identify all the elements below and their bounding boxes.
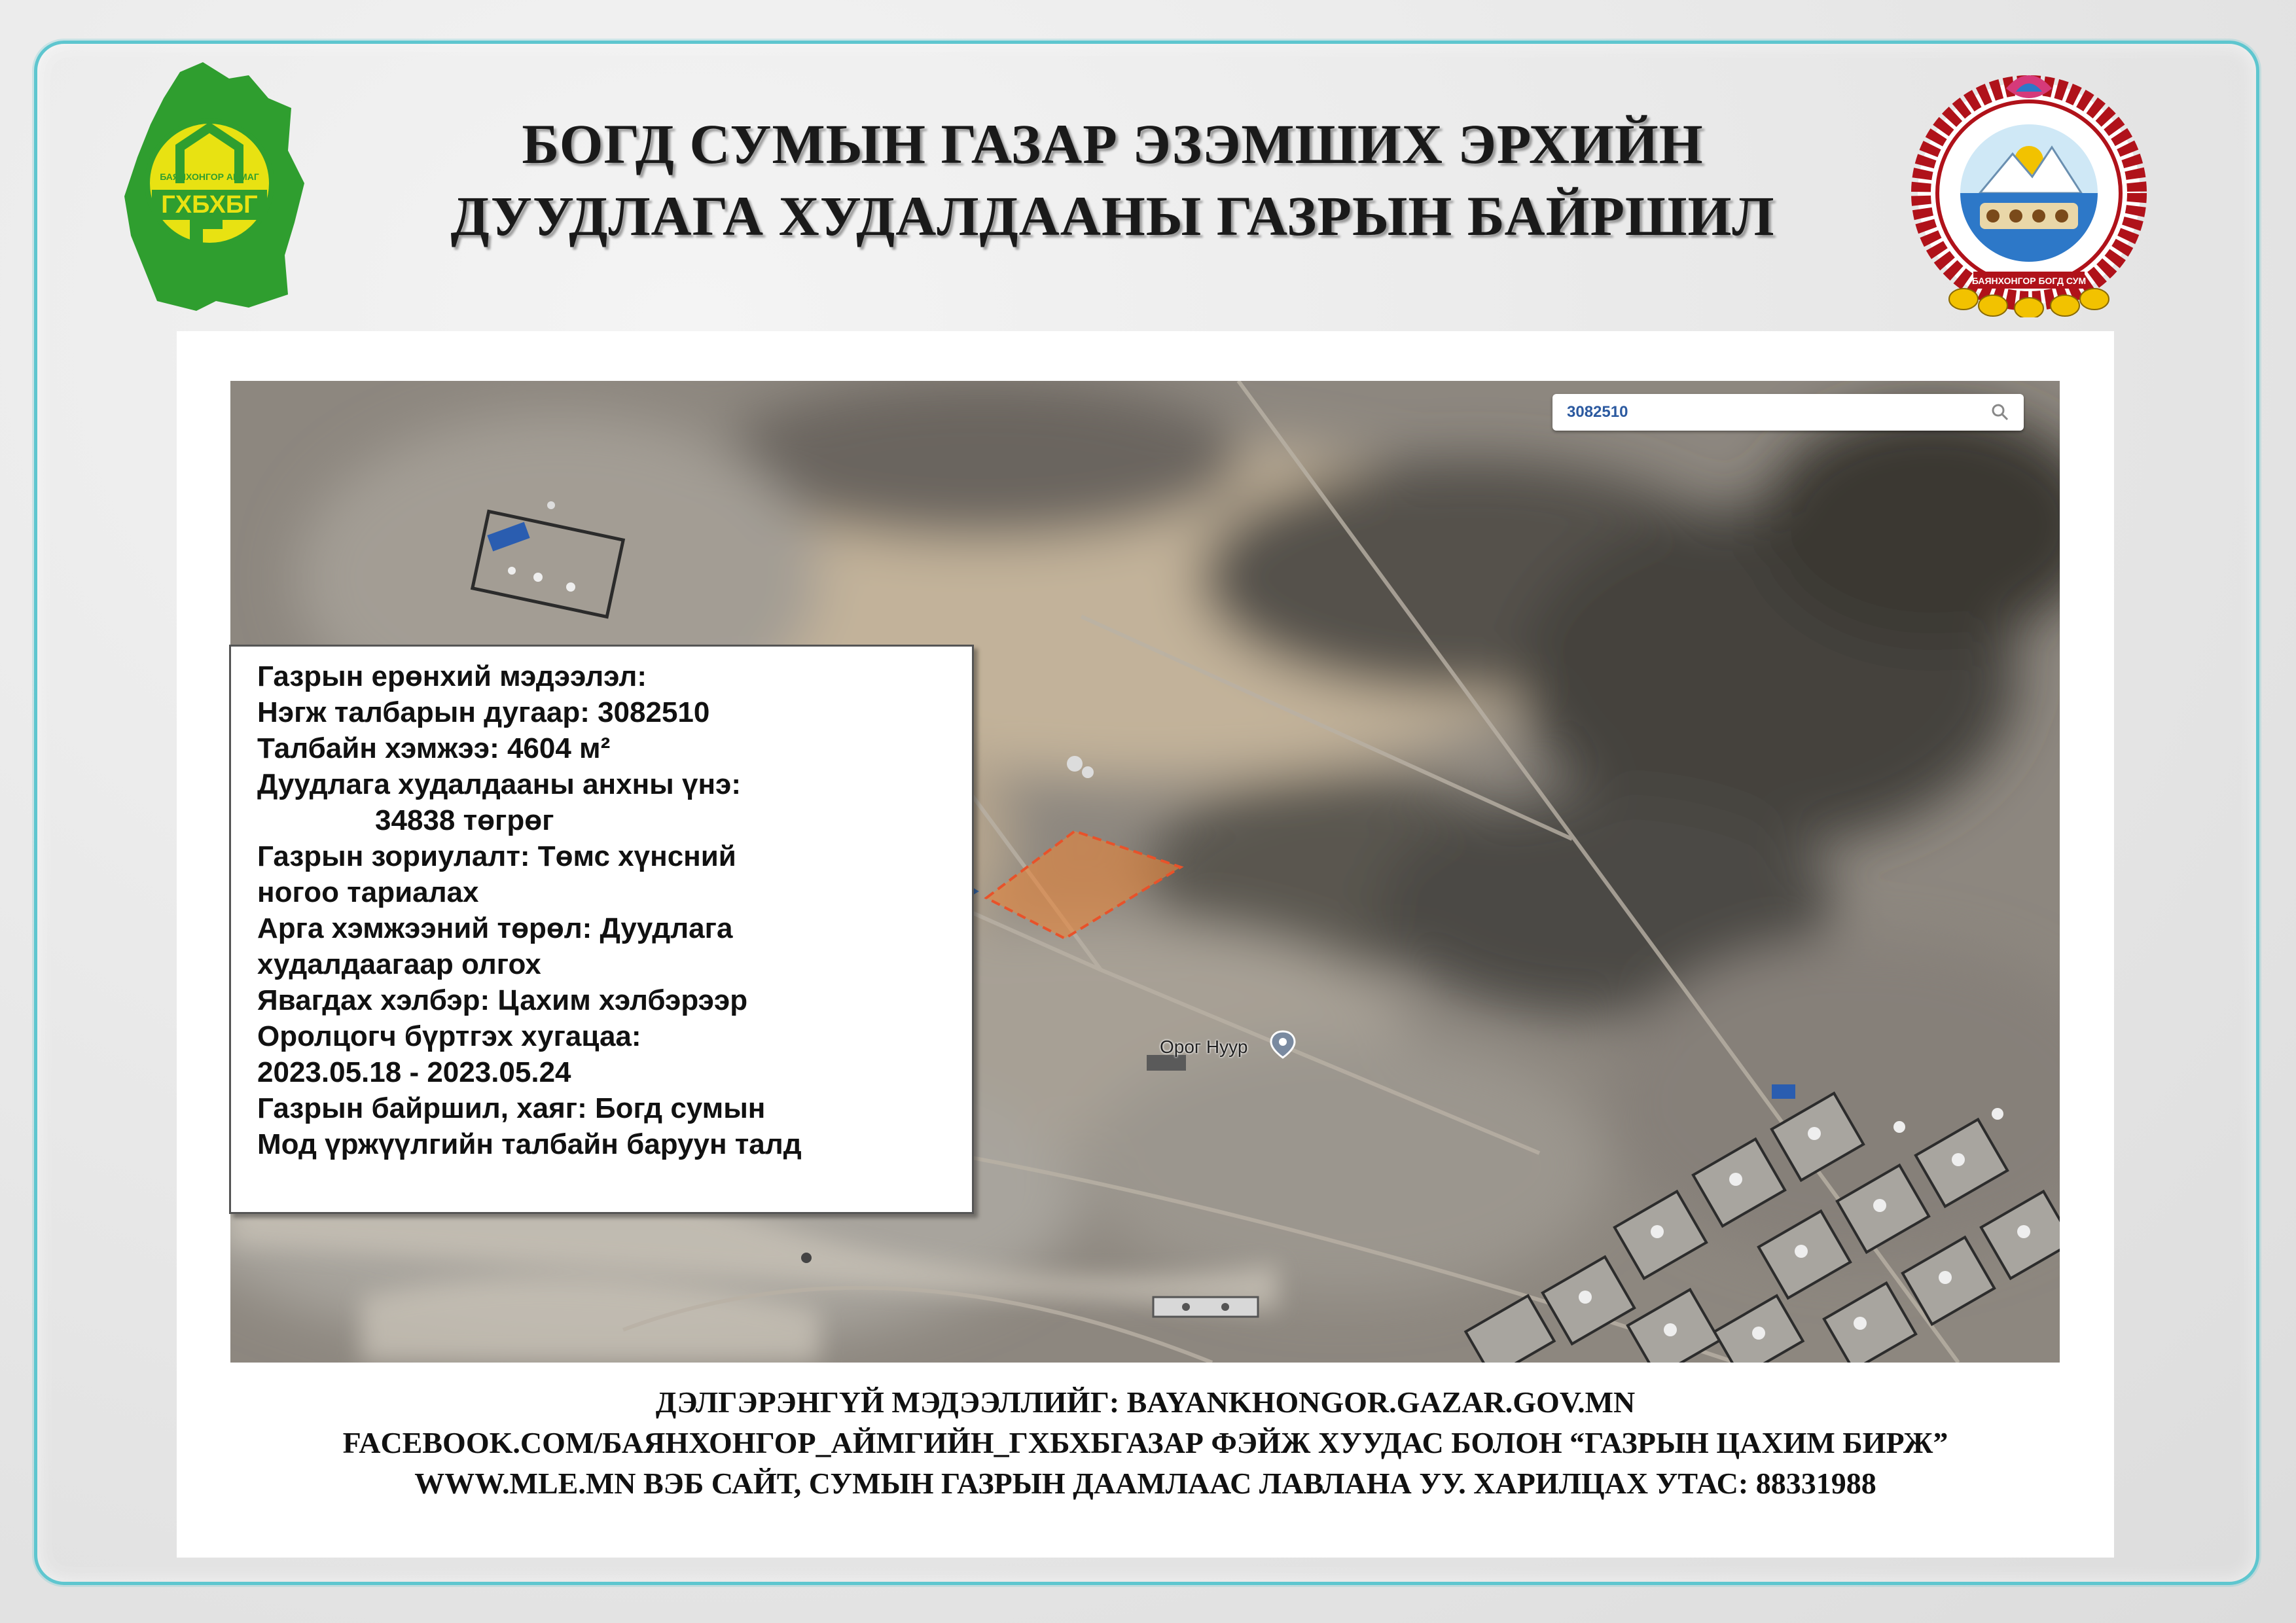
info-event-type: Арга хэмжээний төрөл: Дуудлага [257, 912, 733, 944]
place-pin-icon [1270, 1030, 1296, 1059]
map-search-value[interactable]: 3082510 [1567, 403, 1628, 421]
info-location-cont: Мод үржүүлгийн талбайн баруун талд [257, 1128, 802, 1160]
footer [177, 1382, 2114, 1504]
ghbhbg-logo [118, 59, 308, 314]
info-start-price-label: Дуудлага худалдааны анхны үнэ: [257, 768, 741, 800]
title-line-2: ДУУДЛАГА ХУДАЛДААНЫ ГАЗРЫН БАЙРШИЛ [450, 185, 1775, 247]
footer-line-1: ДЭЛГЭРЭНГҮЙ МЭДЭЭЛЛИЙГ: BAYANKHONGOR.GAZAR.GOV.MN [655, 1385, 1636, 1419]
footer-line-2: FACEBOOK.COM/БАЯНХОНГОР_АЙМГИЙН_ГХБХБГАЗАР ФЭЙЖ ХУУДАС БОЛОН “ГАЗРЫН ЦАХИМ БИРЖ” [342, 1426, 1948, 1459]
info-purpose: Газрын зориулалт: Төмс хүнсний [257, 840, 736, 872]
place-label: Орог Нуур [1160, 1037, 1248, 1057]
footer-line-3: WWW.MLE.MN ВЭБ САЙТ, СУМЫН ГАЗРЫН ДААМЛААС ЛАВЛАНА УУ. ХАРИЛЦАХ УТАС: 88331988 [414, 1467, 1876, 1500]
info-event-type-cont: худалдаагаар олгох [257, 948, 541, 980]
info-area: Талбайн хэмжээ: 4604 м² [257, 732, 611, 764]
bogd-sum-emblem [1908, 62, 2150, 317]
parcel-info-box [229, 645, 974, 1214]
map-search-box[interactable] [1552, 394, 2024, 431]
title-line-1: БОГД СУМЫН ГАЗАР ЭЗЭМШИХ ЭРХИЙН [522, 113, 1704, 175]
svg-text:БАЯНХОНГОР АЙМАГ: БАЯНХОНГОР АЙМАГ [160, 171, 259, 182]
info-format: Явагдах хэлбэр: Цахим хэлбэрээр [257, 984, 748, 1016]
svg-text:БАЯНХОНГОР БОГД СУМ: БАЯНХОНГОР БОГД СУМ [1971, 276, 2087, 286]
info-registration-dates: 2023.05.18 - 2023.05.24 [257, 1056, 571, 1088]
info-start-price: 34838 төгрөг [375, 804, 554, 836]
svg-text:ГХБХБГ: ГХБХБГ [161, 191, 258, 219]
info-parcel-number: Нэгж талбарын дугаар: 3082510 [257, 696, 710, 728]
info-purpose-cont: ногоо тариалах [257, 876, 479, 908]
info-heading: Газрын ерөнхий мэдээлэл: [257, 660, 647, 692]
info-registration-label: Оролцогч бүртгэх хугацаа: [257, 1020, 641, 1052]
search-icon[interactable] [1991, 403, 2009, 421]
page-title [367, 108, 1859, 252]
info-location: Газрын байршил, хаяг: Богд сумын [257, 1092, 766, 1124]
